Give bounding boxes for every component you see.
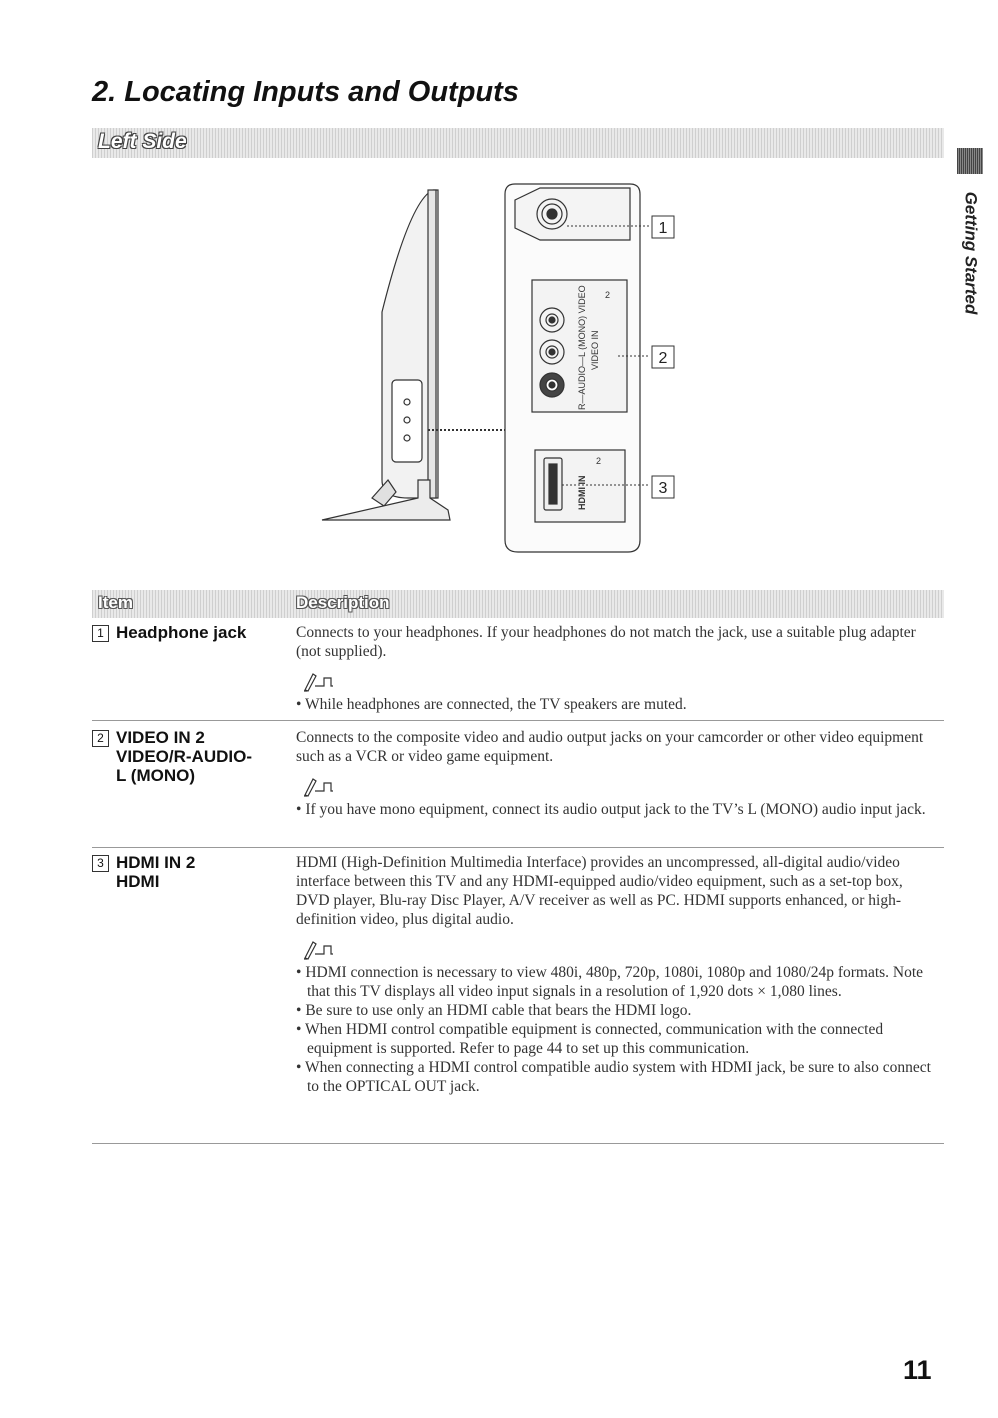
headphone-jack-icon	[537, 199, 567, 229]
note-bullet: • If you have mono equipment, connect its audio output jack to the TV’s L (MONO) audio input jack.	[296, 801, 926, 818]
callout-3-label: 3	[658, 480, 668, 497]
item-cell	[92, 623, 292, 642]
item-name-line: L (MONO)	[116, 766, 196, 785]
tv-left-side-diagram	[300, 180, 720, 560]
row-divider	[92, 847, 944, 848]
page-title: 2. Locating Inputs and Outputs	[92, 76, 519, 108]
callout-2-label: 2	[658, 350, 668, 367]
pencil-note-icon	[302, 938, 334, 960]
description-text: Connects to your headphones. If your headphones do not match the jack, use a suitable plug adapter (not supplied).	[296, 624, 916, 660]
audio-right-jack-icon	[540, 373, 564, 397]
chapter-side-label	[947, 168, 993, 338]
callout-3	[652, 476, 674, 498]
item-name-line: HDMI	[116, 872, 160, 891]
description-cell	[296, 623, 936, 714]
item-name-line: VIDEO/R-AUDIO-	[116, 747, 252, 766]
item-name: VIDEO IN 2	[116, 728, 205, 747]
item-cell	[92, 853, 292, 891]
row-divider	[92, 720, 944, 721]
description-cell	[296, 728, 936, 819]
pencil-note-icon	[302, 775, 334, 797]
panel-av-number: 2	[605, 290, 611, 300]
description-cell	[296, 853, 936, 1096]
callout-2	[652, 346, 674, 368]
page-number: 11	[903, 1355, 932, 1385]
item-cell	[92, 728, 292, 785]
tv-side-profile	[322, 190, 450, 520]
item-number: 3	[92, 855, 109, 872]
table-header-description: Description	[296, 593, 390, 612]
description-text: Connects to the composite video and audio output jacks on your camcorder or other video equipment such as a VCR or video game equipment.	[296, 729, 924, 765]
chapter-side-label-text: Getting Started	[961, 191, 981, 315]
table-header-item: Item	[98, 593, 133, 612]
callout-1	[652, 216, 674, 238]
panel-video-in-label: VIDEO IN	[590, 330, 600, 370]
panel-hdmi-number: 2	[596, 456, 602, 466]
note-bullet: • When connecting a HDMI control compatible audio system with HDMI jack, be sure to also connect to the OPTICAL OUT jack.	[296, 1059, 931, 1095]
table-header	[92, 590, 944, 618]
note-bullet: • HDMI connection is necessary to view 480i, 480p, 720p, 1080i, 1080p and 1080/24p formats. Note that this TV displays all video input signals in a resolution of 1,920 dots × 1,080 lines.	[296, 964, 924, 1000]
description-text: HDMI (High-Definition Multimedia Interface) provides an uncompressed, all-digital audio/video interface between this TV and any HDMI-equipped audio/video equipment, such as a set-top box, DVD player, Blu-ray Disc Player, A/V receiver as well as PC. HDMI supports enhanced, or high-definition video, plus digital audio.	[296, 854, 903, 928]
jack-panel-closeup	[505, 184, 640, 552]
hdmi-port-icon	[544, 458, 562, 510]
note-bullet: • Be sure to use only an HDMI cable that bears the HDMI logo.	[296, 1002, 692, 1019]
note-bullet: • When HDMI control compatible equipment is connected, communication with the connected equipment is supported. Refer to page 44 to set up this communication.	[296, 1021, 884, 1057]
callout-1-label: 1	[658, 220, 668, 237]
item-name: Headphone jack	[116, 623, 247, 642]
panel-hdmi-label: HDMI IN	[577, 475, 587, 510]
note-bullet: • While headphones are connected, the TV speakers are muted.	[296, 696, 687, 713]
panel-av-label: R—AUDIO—L (MONO) VIDEO	[577, 285, 587, 410]
item-number: 1	[92, 625, 109, 642]
section-label: Left Side	[98, 130, 187, 153]
section-header-band	[92, 128, 944, 158]
item-number: 2	[92, 730, 109, 747]
item-name: HDMI IN 2	[116, 853, 196, 872]
pencil-note-icon	[302, 670, 334, 692]
row-divider	[92, 1143, 944, 1144]
